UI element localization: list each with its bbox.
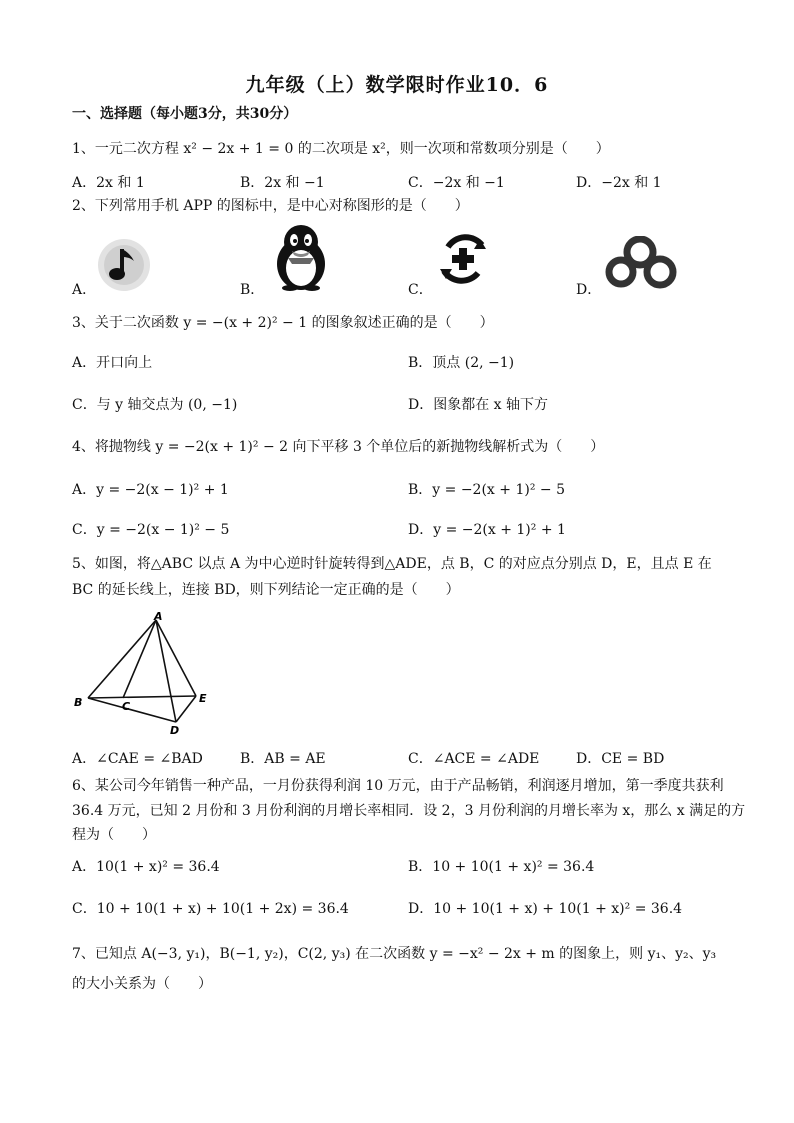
q6-option-d: D．10 + 10(1 + x) + 10(1 + x)² = 36.4 (408, 901, 683, 917)
q2-option-a: A． (72, 282, 97, 298)
q1-option-b: B．2x 和 −1 (240, 175, 325, 191)
vertex-e-label: E (199, 692, 207, 705)
q4-option-b: B．y = −2(x + 1)² − 5 (408, 482, 565, 498)
music-note-icon (96, 235, 152, 293)
q5-option-d: D．CE = BD (576, 751, 665, 767)
q2-option-b: B． (240, 282, 265, 298)
question-2-stem: 2、下列常用手机 APP 的图标中，是中心对称图形的是（ ） (72, 198, 469, 214)
question-1-stem: 1、一元二次方程 x² − 2x + 1 = 0 的二次项是 x²，则一次项和常数项分别是（ ） (72, 141, 610, 157)
vertex-a-label: A (154, 610, 163, 623)
question-7-stem-cont: 的大小关系为（ ） (72, 976, 212, 992)
q2-option-d: D． (576, 282, 602, 298)
plus-cycle-icon (436, 233, 490, 285)
qq-penguin-icon (270, 224, 332, 292)
q4-option-a: A．y = −2(x − 1)² + 1 (72, 482, 229, 498)
q6-option-b: B．10 + 10(1 + x)² = 36.4 (408, 859, 595, 875)
question-6-stem-end: 程为（ ） (72, 827, 156, 843)
q4-option-c: C．y = −2(x − 1)² − 5 (72, 522, 230, 538)
q3-option-d: D．图象都在 x 轴下方 (408, 397, 549, 413)
three-ring-icon (604, 236, 680, 290)
q1-option-d: D．−2x 和 1 (576, 175, 662, 191)
question-6-stem-cont: 36.4 万元，已知 2 月份和 3 月份利润的月增长率相同．设 2，3 月份利润的月增长率为 x，那么 x 满足的方 (72, 803, 746, 819)
q3-option-b: B．顶点 (2, −1) (408, 355, 515, 371)
q5-option-a: A．∠CAE = ∠BAD (72, 751, 203, 767)
vertex-d-label: D (170, 724, 180, 736)
q2-option-c: C． (408, 282, 433, 298)
question-6-stem: 6、某公司今年销售一种产品，一月份获得利润 10 万元，由于产品畅销，利润逐月增加，第一季度共获利 (72, 778, 724, 794)
question-5-stem-cont: BC 的延长线上，连接 BD，则下列结论一定正确的是（ ） (72, 582, 460, 598)
q4-option-d: D．y = −2(x + 1)² + 1 (408, 522, 566, 538)
q1-option-a: A．2x 和 1 (72, 175, 145, 191)
question-7-stem: 7、已知点 A(−3, y₁)，B(−1, y₂)，C(2, y₃) 在二次函数 y = −x² − 2x + m 的图象上，则 y₁、y₂、y₃ (72, 946, 717, 962)
q3-option-c: C．与 y 轴交点为 (0, −1) (72, 397, 238, 413)
q6-option-a: A．10(1 + x)² = 36.4 (72, 859, 220, 875)
question-5-stem: 5、如图，将△ABC 以点 A 为中心逆时针旋转得到△ADE，点 B，C 的对应点分别点 D，E，且点 E 在 (72, 556, 712, 572)
question-4-stem: 4、将抛物线 y = −2(x + 1)² − 2 向下平移 3 个单位后的新抛物线解析式为（ ） (72, 439, 605, 455)
q3-option-a: A．开口向上 (72, 355, 153, 371)
triangle-figure (70, 608, 220, 736)
q1-option-c: C．−2x 和 −1 (408, 175, 505, 191)
q5-option-c: C．∠ACE = ∠ADE (408, 751, 540, 767)
question-3-stem: 3、关于二次函数 y = −(x + 2)² − 1 的图象叙述正确的是（ ） (72, 315, 494, 331)
q6-option-c: C．10 + 10(1 + x) + 10(1 + 2x) = 36.4 (72, 901, 349, 917)
vertex-b-label: B (74, 696, 83, 709)
q5-option-b: B．AB = AE (240, 751, 326, 767)
page-title: 九年级（上）数学限时作业10．6 (245, 74, 549, 96)
section-heading: 一、选择题（每小题3分，共30分） (72, 106, 298, 122)
vertex-c-label: C (122, 700, 131, 713)
